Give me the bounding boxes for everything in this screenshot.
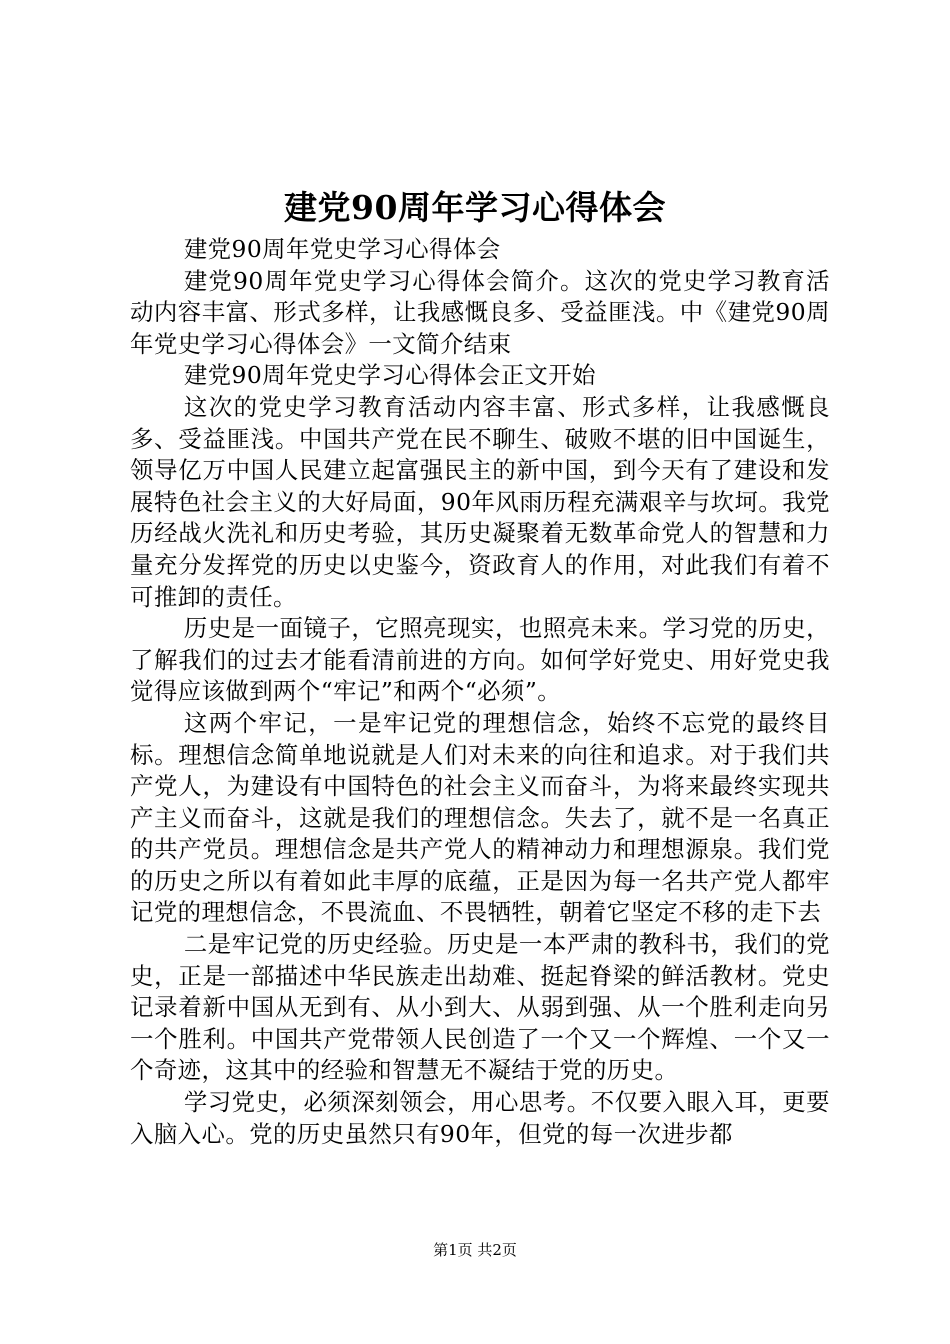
paragraph: 学习党史，必须深刻领会，用心思考。不仅要入眼入耳，更要入脑入心。党的历史虽然只有90年，但党的每一次进步都 [130, 1088, 830, 1148]
paragraph: 历史是一面镜子，它照亮现实，也照亮未来。学习党的历史，了解我们的过去才能看清前进的方向。如何学好党史、用好党史我觉得应该做到两个“牢记”和两个“必须”。 [130, 614, 830, 706]
paragraph: 这两个牢记，一是牢记党的理想信念，始终不忘党的最终目标。理想信念简单地说就是人们对未来的向往和追求。对于我们共产党人，为建设有中国特色的社会主义而奋斗，为将来最终实现共产主义而奋斗，这就是我们的理想信念。失去了，就不是一名真正的共产党员。理想信念是共产党人的精神动力和理想源泉。我们党的历史之所以有着如此丰厚的底蕴，正是因为每一名共产党人都牢记党的理想信念，不畏流血、不畏牺牲，朝着它坚定不移的走下去 [130, 708, 830, 927]
page-number-footer: 第1页 共2页 [433, 1241, 517, 1259]
paragraph-intro: 建党90周年党史学习心得体会简介。这次的党史学习教育活动内容丰富、形式多样，让我感慨良多、受益匪浅。中《建党90周年党史学习心得体会》一文简介结束 [130, 266, 830, 358]
document-title: 建党90周年学习心得体会 [284, 188, 666, 227]
paragraph: 二是牢记党的历史经验。历史是一本严肃的教科书，我们的党史，正是一部描述中华民族走出劫难、挺起脊梁的鲜活教材。党史记录着新中国从无到有、从小到大、从弱到强、从一个胜利走向另一个胜利。中国共产党带领人民创造了一个又一个辉煌、一个又一个奇迹，这其中的经验和智慧无不凝结于党的历史。 [130, 930, 830, 1085]
document-body [130, 234, 830, 1150]
paragraph-body-start: 建党90周年党史学习心得体会正文开始 [183, 361, 596, 390]
paragraph: 这次的党史学习教育活动内容丰富、形式多样，让我感慨良多、受益匪浅。中国共产党在民不聊生、破败不堪的旧中国诞生，领导亿万中国人民建立起富强民主的新中国，到今天有了建设和发展特色社会主义的大好局面，90年风雨历程充满艰辛与坎坷。我党历经战火洗礼和历史考验，其历史凝聚着无数革命党人的智慧和力量充分发挥党的历史以史鉴今，资政育人的作用，对此我们有着不可推卸的责任。 [130, 392, 830, 611]
paragraph-subtitle: 建党90周年党史学习心得体会 [183, 235, 501, 263]
